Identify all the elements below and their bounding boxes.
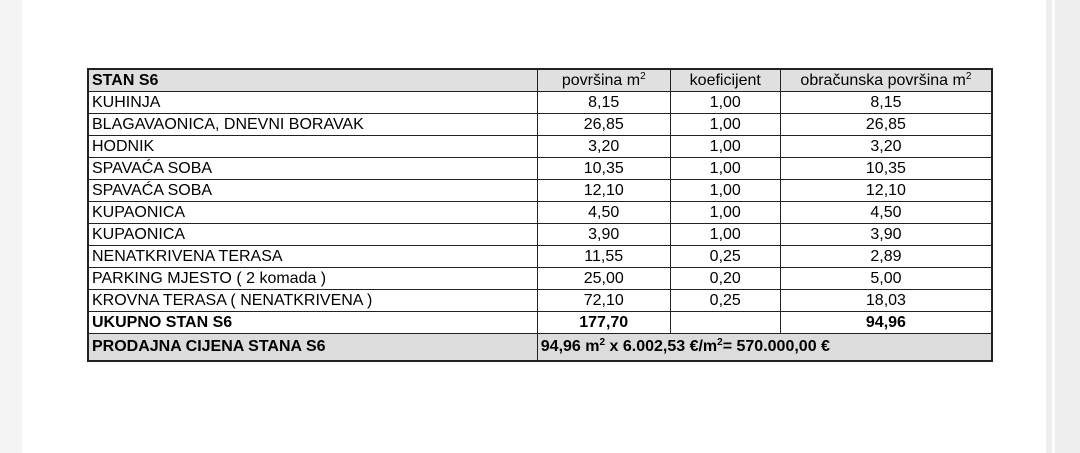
- room-calc-area: 26,85: [780, 114, 992, 136]
- room-name: KUPAONICA: [88, 202, 537, 224]
- room-coefficient: 1,00: [670, 224, 780, 246]
- room-area: 26,85: [537, 114, 670, 136]
- room-name: PARKING MJESTO ( 2 komada ): [88, 268, 537, 290]
- table-row: [88, 114, 992, 136]
- price-label: PRODAJNA CIJENA STANA S6: [88, 334, 537, 362]
- room-calc-area: 10,35: [780, 158, 992, 180]
- room-name: KROVNA TERASA ( NENATKRIVENA ): [88, 290, 537, 312]
- table-row: [88, 158, 992, 180]
- table-title: STAN S6: [88, 69, 537, 92]
- area-table: [87, 68, 993, 362]
- table-row: [88, 92, 992, 114]
- room-calc-area: 18,03: [780, 290, 992, 312]
- room-coefficient: 1,00: [670, 114, 780, 136]
- room-area: 72,10: [537, 290, 670, 312]
- header-calc-area-sup: 2: [965, 71, 972, 82]
- room-name: NENATKRIVENA TERASA: [88, 246, 537, 268]
- header-area-sup: 2: [640, 71, 646, 82]
- room-coefficient: 1,00: [670, 202, 780, 224]
- table-row: [88, 180, 992, 202]
- room-calc-area: 12,10: [780, 180, 992, 202]
- table-row: [88, 246, 992, 268]
- room-area: 4,50: [537, 202, 670, 224]
- header-area: [537, 69, 670, 92]
- room-coefficient: 0,25: [670, 290, 780, 312]
- room-name: KUPAONICA: [88, 224, 537, 246]
- room-coefficient: 1,00: [670, 136, 780, 158]
- room-calc-area: 3,90: [780, 224, 992, 246]
- room-coefficient: 1,00: [670, 180, 780, 202]
- room-coefficient: 1,00: [670, 92, 780, 114]
- total-coefficient-empty: [670, 312, 780, 334]
- table-row: [88, 290, 992, 312]
- price-sup2: 2: [717, 337, 723, 348]
- room-name: KUHINJA: [88, 92, 537, 114]
- price-row: [88, 334, 992, 362]
- room-calc-area: 5,00: [780, 268, 992, 290]
- table-row: [88, 202, 992, 224]
- table-row: [88, 268, 992, 290]
- room-calc-area: 2,89: [780, 246, 992, 268]
- header-calc-area-label: obračunska površina m: [800, 72, 966, 89]
- room-name: HODNIK: [88, 136, 537, 158]
- document-page: [22, 0, 1046, 453]
- room-area: 12,10: [537, 180, 670, 202]
- table-body: [88, 69, 992, 361]
- price-part3: = 570.000,00 €: [722, 338, 830, 355]
- table-row: [88, 224, 992, 246]
- room-name: SPAVAĆA SOBA: [88, 158, 537, 180]
- room-name: SPAVAĆA SOBA: [88, 180, 537, 202]
- price-part2: x 6.002,53 €/m: [605, 338, 718, 355]
- table-row: [88, 136, 992, 158]
- header-row: [88, 69, 992, 92]
- header-area-label: površina m: [561, 72, 641, 89]
- total-calc-area: 94,96: [780, 312, 992, 334]
- price-part1: 94,96 m: [540, 338, 600, 355]
- total-area: 177,70: [537, 312, 670, 334]
- total-row: [88, 312, 992, 334]
- price-value: [537, 334, 992, 362]
- room-coefficient: 1,00: [670, 158, 780, 180]
- room-area: 3,90: [537, 224, 670, 246]
- room-calc-area: 8,15: [780, 92, 992, 114]
- room-calc-area: 3,20: [780, 136, 992, 158]
- room-area: 25,00: [537, 268, 670, 290]
- room-area: 10,35: [537, 158, 670, 180]
- room-area: 3,20: [537, 136, 670, 158]
- price-sup1: 2: [599, 337, 606, 348]
- room-area: 8,15: [537, 92, 670, 114]
- room-calc-area: 4,50: [780, 202, 992, 224]
- header-coefficient: koeficijent: [670, 69, 780, 92]
- room-area: 11,55: [537, 246, 670, 268]
- viewer-edge-line: [1052, 0, 1055, 453]
- header-calc-area: [780, 69, 992, 92]
- room-coefficient: 0,20: [670, 268, 780, 290]
- viewer-edge: [1046, 0, 1080, 453]
- room-coefficient: 0,25: [670, 246, 780, 268]
- room-name: BLAGAVAONICA, DNEVNI BORAVAK: [88, 114, 537, 136]
- total-label: UKUPNO STAN S6: [88, 312, 537, 334]
